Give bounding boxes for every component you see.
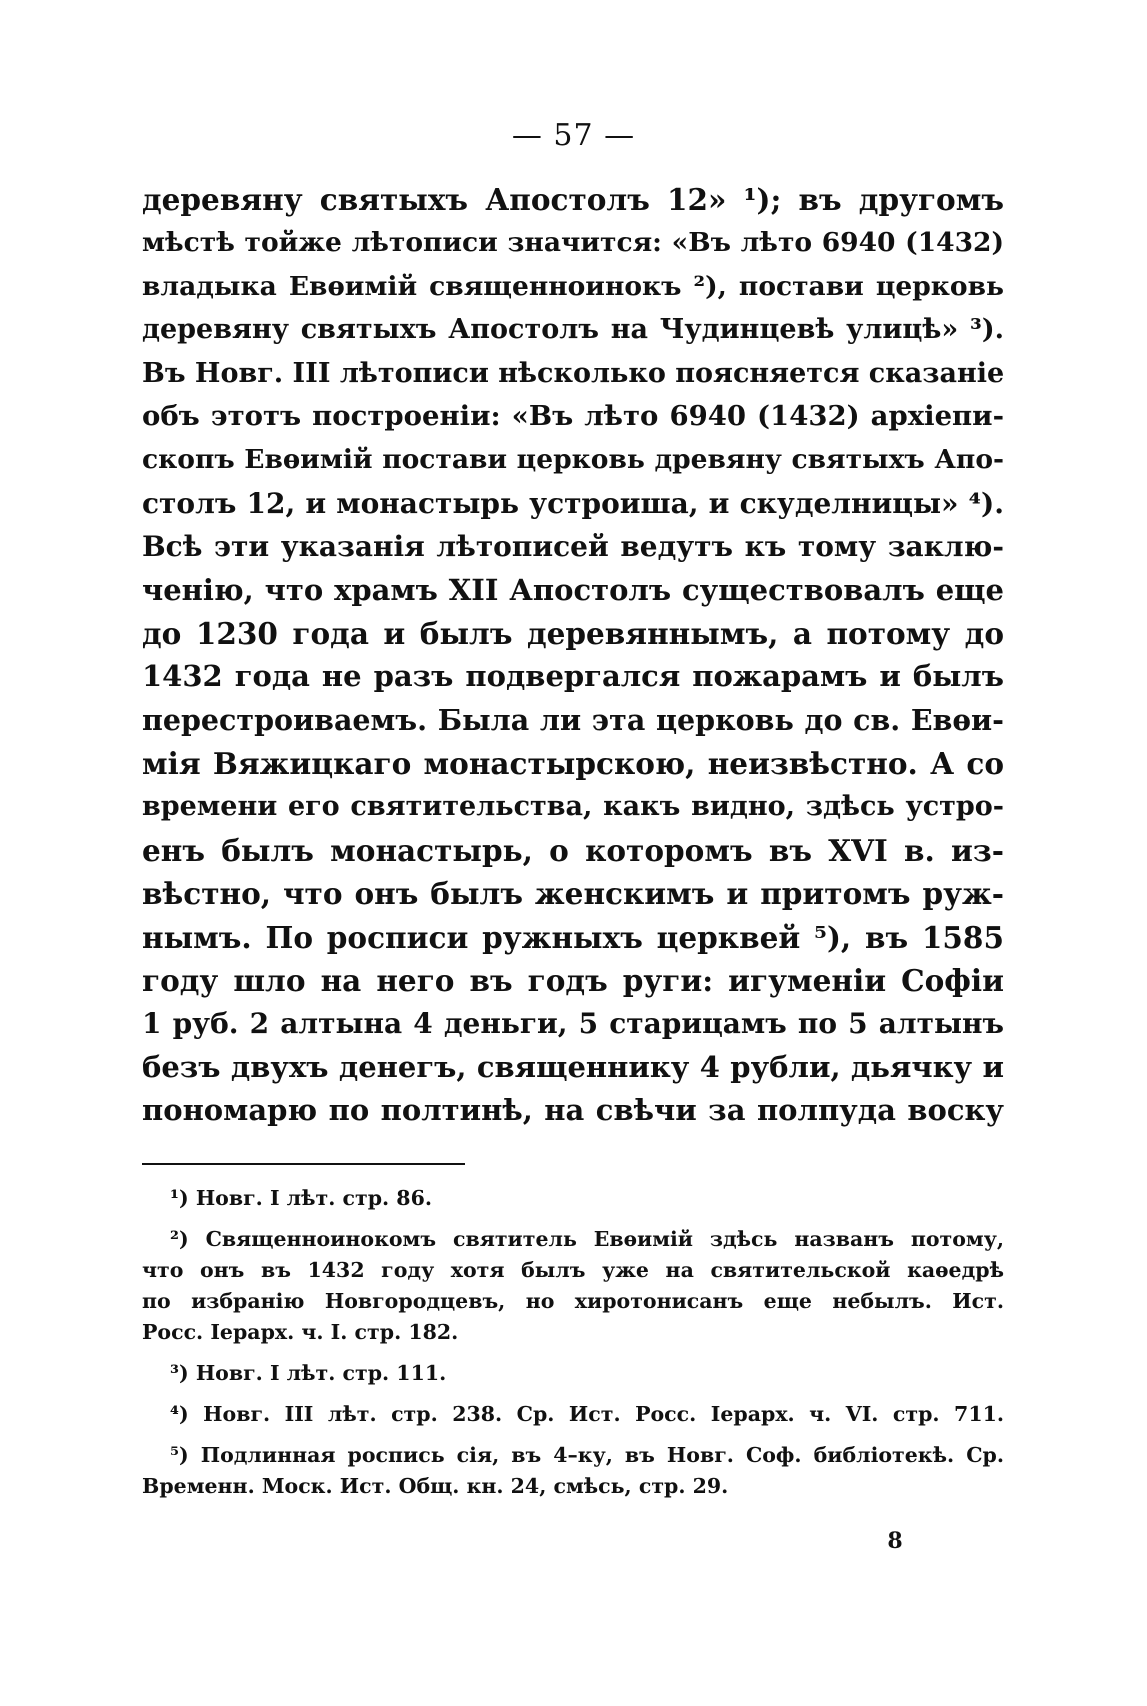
text-line: до 1230 года и былъ деревяннымъ, а потому до — [142, 615, 1004, 651]
footnote-line: ⁴) Новг. III лѣт. стр. 238. Ср. Ист. Росс. Іерарх. ч. VI. стр. 711. — [170, 1402, 1004, 1426]
footnote-5 — [142, 1440, 1004, 1502]
text-line: 1 руб. 2 алтына 4 деньги, 5 старицамъ по 5 алтынъ — [142, 1007, 1004, 1041]
footnote-divider — [142, 1163, 465, 1165]
text-line: столъ 12, и монастырь устроиша, и скуделницы» ⁴). — [142, 486, 1004, 520]
text-line: времени его святительства, какъ видно, здѣсь устро- — [142, 791, 1004, 823]
footnote-line: ²) Священноинокомъ святитель Евѳимій здѣсь названъ потому, — [170, 1227, 1004, 1251]
text-line: году шло на него въ годъ руги: игуменіи Софіи — [142, 963, 1004, 999]
text-line: вѣстно, что онъ былъ женскимъ и притомъ руж- — [142, 876, 1004, 912]
text-line: енъ былъ монастырь, о которомъ въ XVI в. из- — [142, 832, 1004, 868]
text-line: деревяну святыхъ Апостолъ 12» ¹); въ другомъ — [142, 182, 1004, 217]
main-text — [142, 178, 1004, 1133]
text-line: 1432 года не разъ подвергался пожарамъ и былъ — [142, 659, 1004, 694]
footnote-3 — [142, 1358, 1004, 1389]
footnote-line: Временн. Моск. Ист. Общ. кн. 24, смѣсь, стр. 29. — [142, 1474, 729, 1498]
text-line: деревяну святыхъ Апостолъ на Чудинцевѣ улицѣ» ³). — [142, 314, 1004, 346]
text-line: Всѣ эти указанія лѣтописей ведутъ къ тому заклю- — [142, 530, 1004, 564]
footnote-line: ⁵) Подлинная роспись сія, въ 4–ку, въ Новг. Соф. библіотекѣ. Ср. — [170, 1443, 1004, 1467]
text-line: безъ двухъ денегъ, священнику 4 рубли, дьячку и — [142, 1049, 1004, 1084]
signature-mark: 8 — [887, 1528, 903, 1554]
footnote-1 — [142, 1183, 1004, 1214]
footnote-2 — [142, 1224, 1004, 1348]
text-line: владыка Евѳимій священноинокъ ²), постави церковь — [142, 270, 1004, 302]
footnote-line: ¹) Новг. I лѣт. стр. 86. — [170, 1186, 432, 1210]
footnote-line: ³) Новг. I лѣт. стр. 111. — [170, 1361, 447, 1385]
text-line: нымъ. По росписи ружныхъ церквей ⁵), въ 1585 — [142, 919, 1004, 955]
text-line: объ этотъ построеніи: «Въ лѣто 6940 (1432) архіепи- — [142, 399, 1004, 432]
text-line: скопъ Евѳимій постави церковь древяну святыхъ Апо- — [142, 444, 1004, 476]
text-line: Въ Новг. III лѣтописи нѣсколько поясняется сказаніе — [142, 357, 1004, 389]
text-line: перестроиваемъ. Была ли эта церковь до св. Евѳи- — [142, 702, 1004, 737]
text-line: мія Вяжицкаго монастырскою, неизвѣстно. А со — [142, 746, 1004, 782]
footnote-4 — [142, 1399, 1004, 1430]
text-line: ченію, что храмъ XII Апостолъ существовалъ еще — [142, 572, 1004, 607]
footnote-line: Росс. Іерарх. ч. I. стр. 182. — [142, 1320, 459, 1344]
text-line: пономарю по полтинѣ, на свѣчи за полпуда воску — [142, 1093, 1004, 1128]
footnote-line: по избранію Новгородцевъ, но хиротонисанъ еще небылъ. Ист. — [142, 1289, 1004, 1313]
footnote-line: что онъ въ 1432 году хотя былъ уже на святительской каѳедрѣ — [142, 1258, 1004, 1282]
text-line: мѣстѣ тойже лѣтописи значится: «Въ лѣто 6940 (1432) — [142, 227, 1004, 259]
footnotes — [142, 1183, 1004, 1502]
page-number: — 57 — — [511, 118, 636, 153]
